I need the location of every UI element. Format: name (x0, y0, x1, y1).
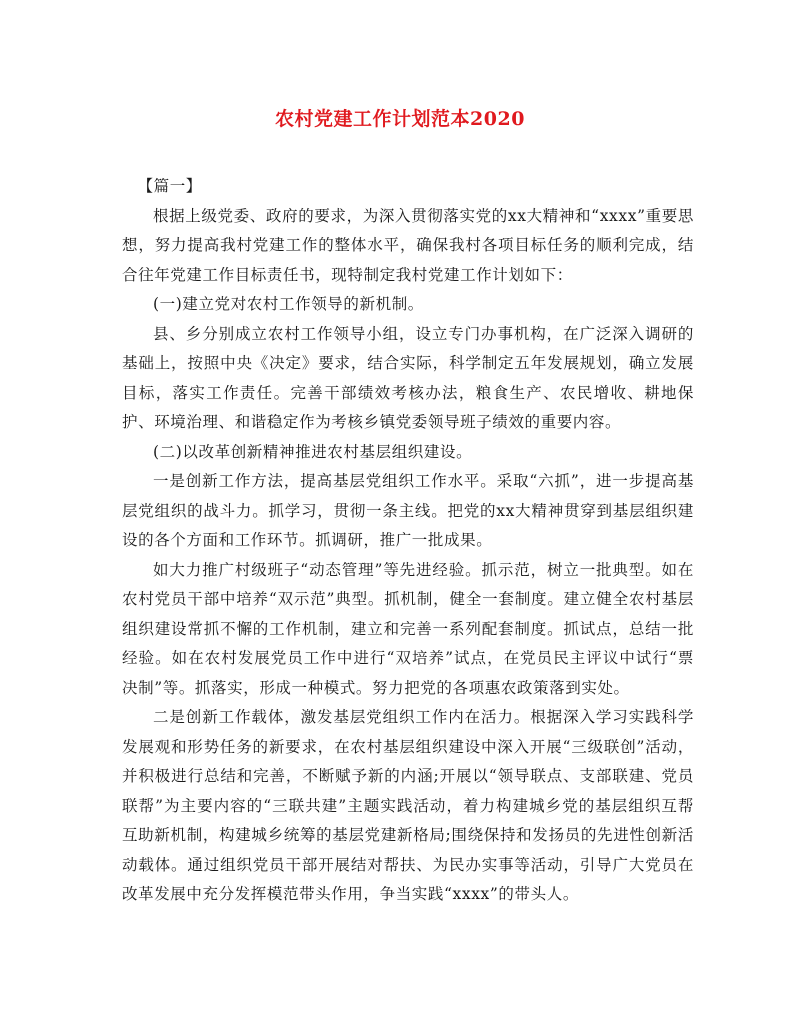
document-body (122, 172, 694, 910)
paragraph-intro: 根据上级党委、政府的要求，为深入贯彻落实党的xx大精神和“xxxx”重要思想，努力提高我村党建工作的整体水平，确保我村各项目标任务的顺利完成，结合往年党建工作目标责任书，现特制定我村党建工作计划如下： (122, 206, 694, 284)
subheading-two: (二)以改革创新精神推进农村基层组织建设。 (153, 442, 473, 461)
paragraph-carrier: 二是创新工作载体，激发基层党组织工作内在活力。根据深入学习实践科学发展观和形势任务的新要求，在农村基层组织建设中深入开展“三级联创”活动，并积极进行总结和完善，不断赋予新的内涵;开展以“领导联点、支部联建、党员联帮”为主要内容的“三联共建”主题实践活动，着力构建城乡党的基层组织互帮互助新机制，构建城乡统筹的基层党建新格局;围绕保持和发扬员的先进性创新活动载体。通过组织党员干部开展结对帮扶、为民办实事等活动，引导广大党员在改革发展中充分发挥模范带头作用，争当实践“xxxx”的带头人。 (122, 708, 694, 903)
section-heading: 【篇一】 (137, 177, 202, 195)
document-title: 农村党建工作计划范本2020 (275, 108, 525, 130)
paragraph-examples: 如大力推广村级班子“动态管理”等先进经验。抓示范，树立一批典型。如在农村党员干部中培养“双示范”典型。抓机制，健全一套制度。建立健全农村基层组织建设常抓不懈的工作机制，建立和完善一系列配套制度。抓试点，总结一批经验。如在农村发展党员工作中进行“双培养”试点，在党员民主评议中试行“票决制”等。抓落实，形成一种模式。努力把党的各项惠农政策落到实处。 (122, 560, 694, 697)
paragraph-method: 一是创新工作方法，提高基层党组织工作水平。采取“六抓”，进一步提高基层党组织的战斗力。抓学习，贯彻一条主线。把党的xx大精神贯穿到基层组织建设的各个方面和工作环节。抓调研，推广一批成果。 (122, 472, 694, 549)
paragraph-leadership: 县、乡分别成立农村工作领导小组，设立专门办事机构，在广泛深入调研的基础上，按照中央《决定》要求，结合实际，科学制定五年发展规划，确立发展目标，落实工作责任。完善干部绩效考核办法，粮食生产、农民增收、耕地保护、环境治理、和谐稳定作为考核乡镇党委领导班子绩效的重要内容。 (122, 324, 694, 431)
subheading-one: (一)建立党对农村工作领导的新机制。 (153, 295, 424, 313)
